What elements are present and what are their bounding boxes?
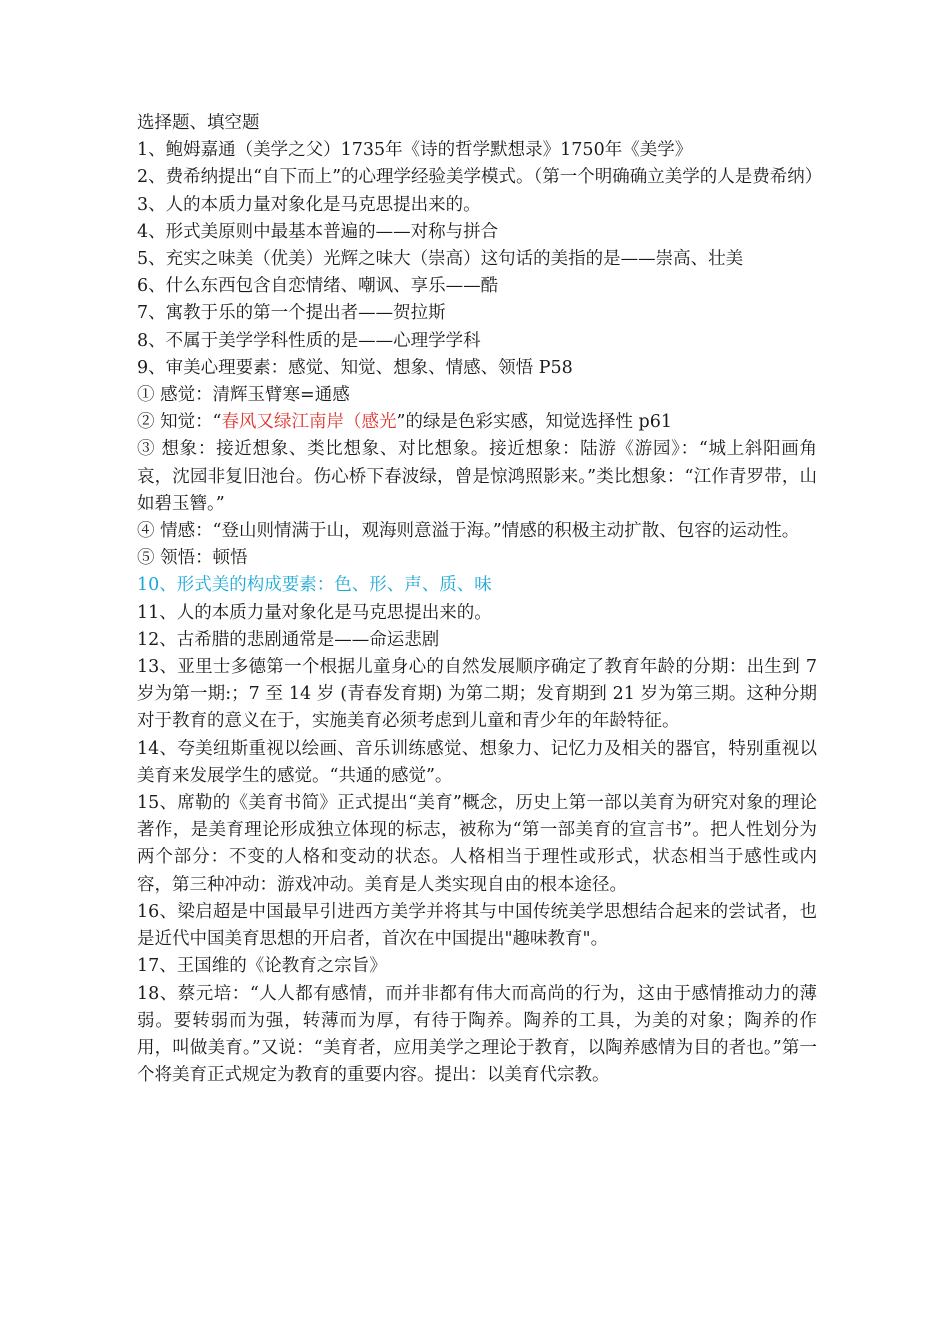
item-9: 9、审美心理要素：感觉、知觉、想象、情感、领悟 P58 bbox=[137, 357, 573, 378]
item-4: 4、形式美原则中最基本普遍的——对称与拼合 bbox=[137, 221, 499, 242]
item-11: 11、人的本质力量对象化是马克思提出来的。 bbox=[137, 602, 492, 623]
item-2: 2、费希纳提出“自下而上”的心理学经验美学模式。（第一个明确确立美学的人是费希纳） bbox=[137, 167, 823, 188]
item-10: 10、形式美的构成要素：色、形、声、质、味 bbox=[137, 575, 492, 596]
sub-item-imagination: ③ 想象：接近想象、类比想象、对比想象。接近想象：陆游《游园》：“城上斜阳画角哀，沈园非复旧池台。伤心桥下春波绿，曾是惊鸿照影来。”类比想象：“江作青罗带，山如碧玉簪。” bbox=[137, 439, 817, 514]
perception-highlight: 春风又绿江南岸（感光 bbox=[221, 412, 397, 433]
item-6: 6、什么东西包含自恋情绪、嘲讽、享乐——酷 bbox=[137, 276, 499, 297]
sub-item-perception bbox=[137, 409, 817, 436]
item-17: 17、王国维的《论教育之宗旨》 bbox=[137, 956, 387, 977]
document-page bbox=[137, 110, 823, 1089]
perception-prefix: ② 知觉：“ bbox=[137, 412, 222, 433]
item-13: 13、亚里士多德第一个根据儿童身心的自然发展顺序确定了教育年龄的分期：出生到 7 岁为第一期:；7 至 14 岁 (青春发育期) 为第二期；发育期到 21 岁为第三期。这种分期对于教育的意义在于，实施美育必须考虑到儿童和青少年的年龄特征。 bbox=[137, 657, 817, 732]
item-3: 3、人的本质力量对象化是马克思提出来的。 bbox=[137, 194, 481, 215]
sub-item-emotion: ④ 情感：“登山则情满于山，观海则意溢于海。”情感的积极主动扩散、包容的运动性。 bbox=[137, 521, 800, 542]
item-1: 1、鲍姆嘉通（美学之父）1735年《诗的哲学默想录》1750年《美学》 bbox=[137, 140, 693, 161]
item-7: 7、寓教于乐的第一个提出者——贺拉斯 bbox=[137, 303, 446, 324]
item-14: 14、夸美纽斯重视以绘画、音乐训练感觉、想象力、记忆力及相关的器官，特别重视以美育来发展学生的感觉。“共通的感觉”。 bbox=[137, 738, 817, 786]
item-18: 18、蔡元培：“人人都有感情，而并非都有伟大而高尚的行为，这由于感情推动力的薄弱。要转弱而为强，转薄而为厚，有待于陶养。陶养的工具，为美的对象；陶养的作用，叫做美育。”又说：“美育者，应用美学之理论于教育，以陶养感情为目的者也。”第一个将美育正式规定为教育的重要内容。提出：以美育代宗教。 bbox=[137, 983, 817, 1086]
sub-item-sensation: ① 感觉：清辉玉臂寒=通感 bbox=[137, 385, 350, 406]
item-8: 8、不属于美学学科性质的是——心理学学科 bbox=[137, 330, 481, 351]
item-15: 15、席勒的《美育书简》正式提出“美育”概念，历史上第一部以美育为研究对象的理论著作，是美育理论形成独立体现的标志，被称为“第一部美育的宣言书”。把人性划分为两个部分：不变的人格和变动的状态。人格相当于理性或形式，状态相当于感性或内容，第三种冲动：游戏冲动。美育是人类实现自由的根本途径。 bbox=[137, 793, 817, 895]
item-16: 16、梁启超是中国最早引进西方美学并将其与中国传统美学思想结合起来的尝试者，也是近代中国美育思想的开启者，首次在中国提出"趣味教育"。 bbox=[137, 901, 817, 950]
item-5: 5、充实之味美（优美）光辉之味大（崇高）这句话的美指的是——崇高、壮美 bbox=[137, 249, 744, 270]
sub-item-insight: ⑤ 领悟：顿悟 bbox=[137, 548, 248, 569]
perception-suffix: ”的绿是色彩实感，知觉选择性 p61 bbox=[396, 412, 672, 433]
section-heading: 选择题、填空题 bbox=[137, 113, 260, 133]
item-12: 12、古希腊的悲剧通常是——命运悲剧 bbox=[137, 629, 440, 650]
